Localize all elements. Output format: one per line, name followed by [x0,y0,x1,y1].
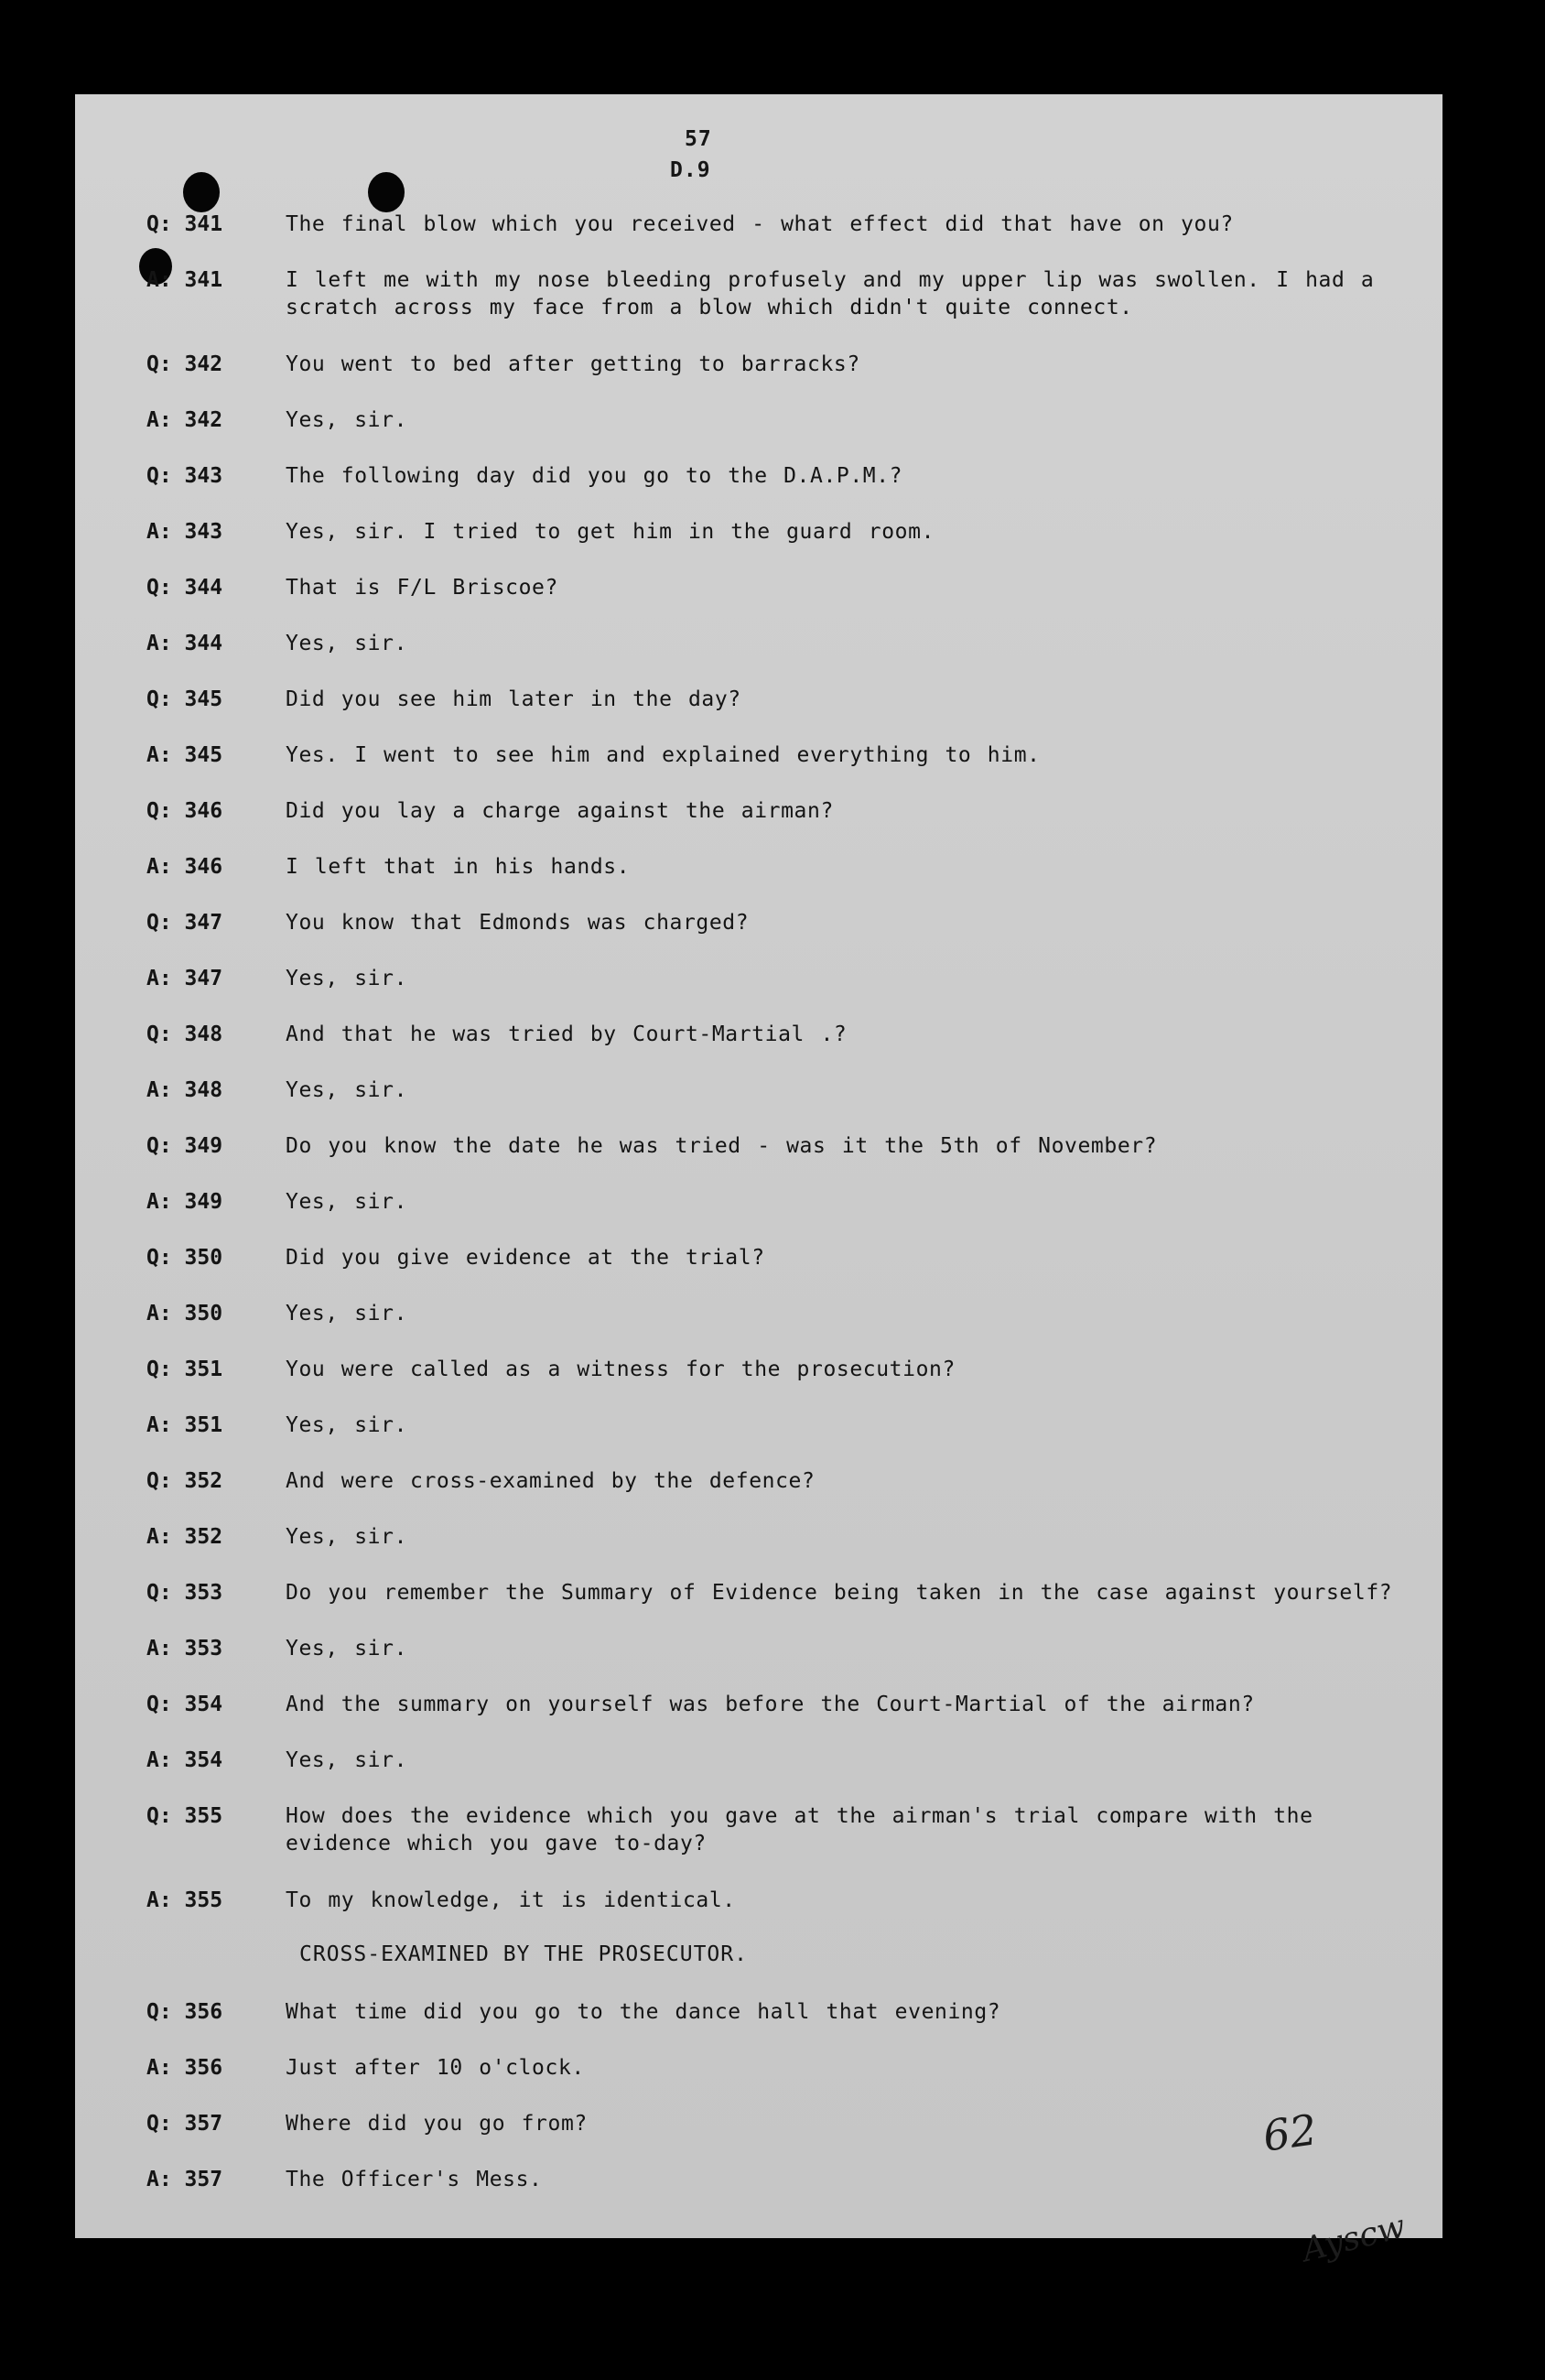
entry-text: I left that in his hands. [286,855,631,879]
entry-text: And the summary on yourself was before the Court-Martial of the airman? [286,1693,1255,1716]
entry-label: A: 345 [146,743,223,767]
entry-text: What time did you go to the dance hall that evening? [286,2000,1001,2024]
entry-text: How does the evidence which you gave at the airman's trial compare with the evidence which you gave to-day? [286,1804,1313,1855]
entry-label: A: 341 [146,268,223,292]
entry-text: The final blow which you received - what effect did that have on you? [286,212,1234,236]
entry-label: A: 343 [146,520,223,544]
entry-label: Q: 349 [146,1134,223,1158]
handwritten-page-mark: 62 [1259,2104,1321,2161]
entry-text: Yes, sir. [286,1748,408,1772]
entry-text: Did you give evidence at the trial? [286,1246,765,1270]
entry-label: Q: 343 [146,464,223,488]
entry-label: Q: 351 [146,1358,223,1381]
entry-text: Yes, sir. [286,1190,408,1214]
entry-text: And were cross-examined by the defence? [286,1469,816,1493]
entry-label: Q: 344 [146,576,223,600]
entry-text: To my knowledge, it is identical. [286,1888,736,1912]
entry-text: Yes, sir. [286,967,408,990]
entry-text: The Officer's Mess. [286,2168,543,2191]
entry-label: Q: 355 [146,1804,223,1828]
entry-label: Q: 341 [146,212,223,236]
entry-text: Yes, sir. [286,1078,408,1102]
punch-hole-left [183,172,220,212]
entry-text: I left me with my nose bleeding profusely and my upper lip was swollen. I had a scratch across my face from a blow which didn't quite connect. [286,268,1375,319]
entry-label: Q: 356 [146,2000,223,2024]
entry-text: That is F/L Briscoe? [286,576,558,600]
entry-label: A: 347 [146,967,223,990]
entry-label: A: 352 [146,1525,223,1549]
entry-text: Did you lay a charge against the airman? [286,799,834,823]
entry-text: The following day did you go to the D.A.P.M.? [286,464,903,488]
entry-text: Yes, sir. [286,1637,408,1661]
entry-label: Q: 348 [146,1022,223,1046]
entry-label: A: 357 [146,2168,223,2191]
entry-label: A: 355 [146,1888,223,1912]
entry-label: A: 348 [146,1078,223,1102]
entry-text: Yes, sir. [286,1525,408,1549]
handwritten-initials: Ayscw [1298,2207,1410,2270]
entry-label: A: 349 [146,1190,223,1214]
entry-text: Do you know the date he was tried - was it the 5th of November? [286,1134,1158,1158]
entry-label: Q: 352 [146,1469,223,1493]
entry-text: Yes, sir. [286,1302,408,1325]
entry-label: Q: 354 [146,1693,223,1716]
punch-hole-right [368,172,405,212]
entry-text: Did you see him later in the day? [286,687,741,711]
entry-label: A: 351 [146,1413,223,1437]
entry-label: A: 350 [146,1302,223,1325]
entry-text: Yes. I went to see him and explained everything to him. [286,743,1041,767]
entry-label: A: 344 [146,632,223,655]
entry-text: And that he was tried by Court-Martial .? [286,1022,848,1046]
entry-label: A: 342 [146,408,223,432]
entry-label: A: 356 [146,2056,223,2080]
entry-label: A: 353 [146,1637,223,1661]
entry-text: Yes, sir. [286,408,408,432]
entry-text: Yes, sir. [286,1413,408,1437]
entry-text: Just after 10 o'clock. [286,2056,585,2080]
entry-label: Q: 342 [146,352,223,376]
entry-text: Yes, sir. I tried to get him in the guard room. [286,520,935,544]
entry-label: Q: 353 [146,1581,223,1605]
entry-text: You know that Edmonds was charged? [286,911,750,935]
entry-text: You went to bed after getting to barracks? [286,352,860,376]
section-heading: CROSS-EXAMINED BY THE PROSECUTOR. [299,1942,748,1966]
entry-label: Q: 357 [146,2112,223,2136]
entry-text: Yes, sir. [286,632,408,655]
entry-label: Q: 347 [146,911,223,935]
page-number: 57 [685,127,712,151]
entry-text: Do you remember the Summary of Evidence being taken in the case against yourself? [286,1581,1393,1605]
entry-label: Q: 346 [146,799,223,823]
entry-label: Q: 345 [146,687,223,711]
entry-text: You were called as a witness for the prosecution? [286,1358,956,1381]
entry-text: Where did you go from? [286,2112,588,2136]
entry-label: A: 346 [146,855,223,879]
entry-label: A: 354 [146,1748,223,1772]
entry-label: Q: 350 [146,1246,223,1270]
document-page [75,94,1442,2270]
section-code: D.9 [670,158,711,182]
